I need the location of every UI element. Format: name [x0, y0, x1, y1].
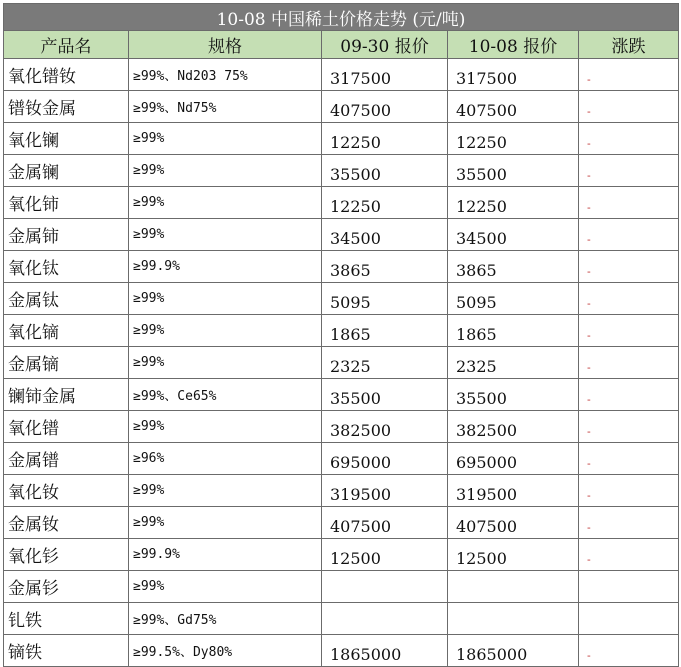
cell-price-1008 [448, 603, 579, 635]
cell-price-0930: 407500 [322, 507, 448, 539]
header-row [4, 31, 679, 59]
cell-spec: ≥99% [129, 123, 322, 155]
cell-change [579, 571, 679, 603]
cell-product-name: 金属钕 [4, 507, 129, 539]
cell-spec: ≥99% [129, 155, 322, 187]
table-row [4, 443, 679, 475]
header-spec: 规格 [129, 31, 322, 59]
cell-change: - [579, 219, 679, 251]
cell-product-name: 氧化钐 [4, 539, 129, 571]
cell-spec: ≥99%、Nd75% [129, 91, 322, 123]
cell-change: - [579, 379, 679, 411]
cell-spec: ≥99%、Gd75% [129, 603, 322, 635]
cell-product-name: 金属钐 [4, 571, 129, 603]
cell-price-1008: 12250 [448, 123, 579, 155]
cell-price-1008: 407500 [448, 91, 579, 123]
table-row [4, 571, 679, 603]
cell-spec: ≥99.9% [129, 251, 322, 283]
cell-change: - [579, 539, 679, 571]
table-row [4, 635, 679, 667]
table-row [4, 379, 679, 411]
cell-price-1008: 695000 [448, 443, 579, 475]
table-row [4, 219, 679, 251]
cell-spec: ≥99% [129, 411, 322, 443]
cell-spec: ≥99% [129, 283, 322, 315]
cell-price-0930: 1865 [322, 315, 448, 347]
cell-spec: ≥99%、Nd203 75% [129, 59, 322, 91]
header-price-1008: 10-08 报价 [448, 31, 579, 59]
table-row [4, 187, 679, 219]
cell-product-name: 钆铁 [4, 603, 129, 635]
cell-price-0930: 34500 [322, 219, 448, 251]
cell-product-name: 氧化铈 [4, 187, 129, 219]
cell-price-1008: 1865 [448, 315, 579, 347]
cell-change: - [579, 507, 679, 539]
cell-price-1008: 35500 [448, 379, 579, 411]
table-row [4, 507, 679, 539]
cell-product-name: 镧铈金属 [4, 379, 129, 411]
cell-price-0930: 695000 [322, 443, 448, 475]
cell-spec: ≥99% [129, 507, 322, 539]
table-row [4, 59, 679, 91]
cell-price-0930: 2325 [322, 347, 448, 379]
cell-price-0930: 35500 [322, 155, 448, 187]
cell-product-name: 金属镧 [4, 155, 129, 187]
cell-price-1008: 35500 [448, 155, 579, 187]
cell-product-name: 氧化镨 [4, 411, 129, 443]
price-table [3, 3, 679, 667]
cell-price-0930: 317500 [322, 59, 448, 91]
cell-price-0930: 319500 [322, 475, 448, 507]
table-row [4, 251, 679, 283]
cell-change: - [579, 315, 679, 347]
cell-product-name: 金属铈 [4, 219, 129, 251]
table-row [4, 155, 679, 187]
cell-change: - [579, 187, 679, 219]
cell-price-1008: 12500 [448, 539, 579, 571]
cell-product-name: 氧化钕 [4, 475, 129, 507]
table-row [4, 411, 679, 443]
cell-change: - [579, 59, 679, 91]
cell-change: - [579, 411, 679, 443]
cell-spec: ≥99% [129, 571, 322, 603]
cell-product-name: 镨钕金属 [4, 91, 129, 123]
table-row [4, 347, 679, 379]
cell-product-name: 镝铁 [4, 635, 129, 667]
cell-product-name: 氧化镨钕 [4, 59, 129, 91]
cell-price-0930: 35500 [322, 379, 448, 411]
cell-change: - [579, 251, 679, 283]
cell-change [579, 603, 679, 635]
cell-change: - [579, 635, 679, 667]
cell-price-0930: 12250 [322, 123, 448, 155]
cell-product-name: 金属钛 [4, 283, 129, 315]
cell-spec: ≥99% [129, 315, 322, 347]
cell-change: - [579, 475, 679, 507]
cell-price-1008: 2325 [448, 347, 579, 379]
cell-price-0930 [322, 571, 448, 603]
cell-price-0930: 407500 [322, 91, 448, 123]
cell-product-name: 氧化镧 [4, 123, 129, 155]
header-product: 产品名 [4, 31, 129, 59]
cell-price-0930: 1865000 [322, 635, 448, 667]
table-title: 10-08 中国稀土价格走势 (元/吨) [4, 4, 679, 31]
header-price-0930: 09-30 报价 [322, 31, 448, 59]
cell-change: - [579, 91, 679, 123]
cell-product-name: 氧化镝 [4, 315, 129, 347]
header-change: 涨跌 [579, 31, 679, 59]
cell-spec: ≥99.5%、Dy80% [129, 635, 322, 667]
cell-price-1008: 317500 [448, 59, 579, 91]
cell-price-1008: 1865000 [448, 635, 579, 667]
title-row [4, 4, 679, 31]
cell-change: - [579, 155, 679, 187]
cell-product-name: 氧化钛 [4, 251, 129, 283]
cell-price-0930: 5095 [322, 283, 448, 315]
cell-spec: ≥96% [129, 443, 322, 475]
cell-price-0930: 12500 [322, 539, 448, 571]
cell-change: - [579, 283, 679, 315]
cell-price-0930: 382500 [322, 411, 448, 443]
table-row [4, 539, 679, 571]
cell-product-name: 金属镝 [4, 347, 129, 379]
cell-price-1008: 3865 [448, 251, 579, 283]
cell-change: - [579, 123, 679, 155]
cell-price-1008: 5095 [448, 283, 579, 315]
table-row [4, 603, 679, 635]
table-row [4, 123, 679, 155]
cell-spec: ≥99% [129, 219, 322, 251]
cell-spec: ≥99% [129, 475, 322, 507]
cell-price-0930 [322, 603, 448, 635]
cell-spec: ≥99% [129, 347, 322, 379]
table-row [4, 283, 679, 315]
cell-price-1008: 319500 [448, 475, 579, 507]
cell-price-1008: 407500 [448, 507, 579, 539]
cell-spec: ≥99% [129, 187, 322, 219]
cell-price-1008 [448, 571, 579, 603]
cell-price-0930: 3865 [322, 251, 448, 283]
cell-spec: ≥99.9% [129, 539, 322, 571]
table-row [4, 91, 679, 123]
cell-product-name: 金属镨 [4, 443, 129, 475]
table-row [4, 475, 679, 507]
cell-spec: ≥99%、Ce65% [129, 379, 322, 411]
table-row [4, 315, 679, 347]
price-table-container [3, 3, 678, 667]
cell-change: - [579, 347, 679, 379]
cell-price-1008: 382500 [448, 411, 579, 443]
cell-change: - [579, 443, 679, 475]
cell-price-1008: 12250 [448, 187, 579, 219]
cell-price-0930: 12250 [322, 187, 448, 219]
cell-price-1008: 34500 [448, 219, 579, 251]
